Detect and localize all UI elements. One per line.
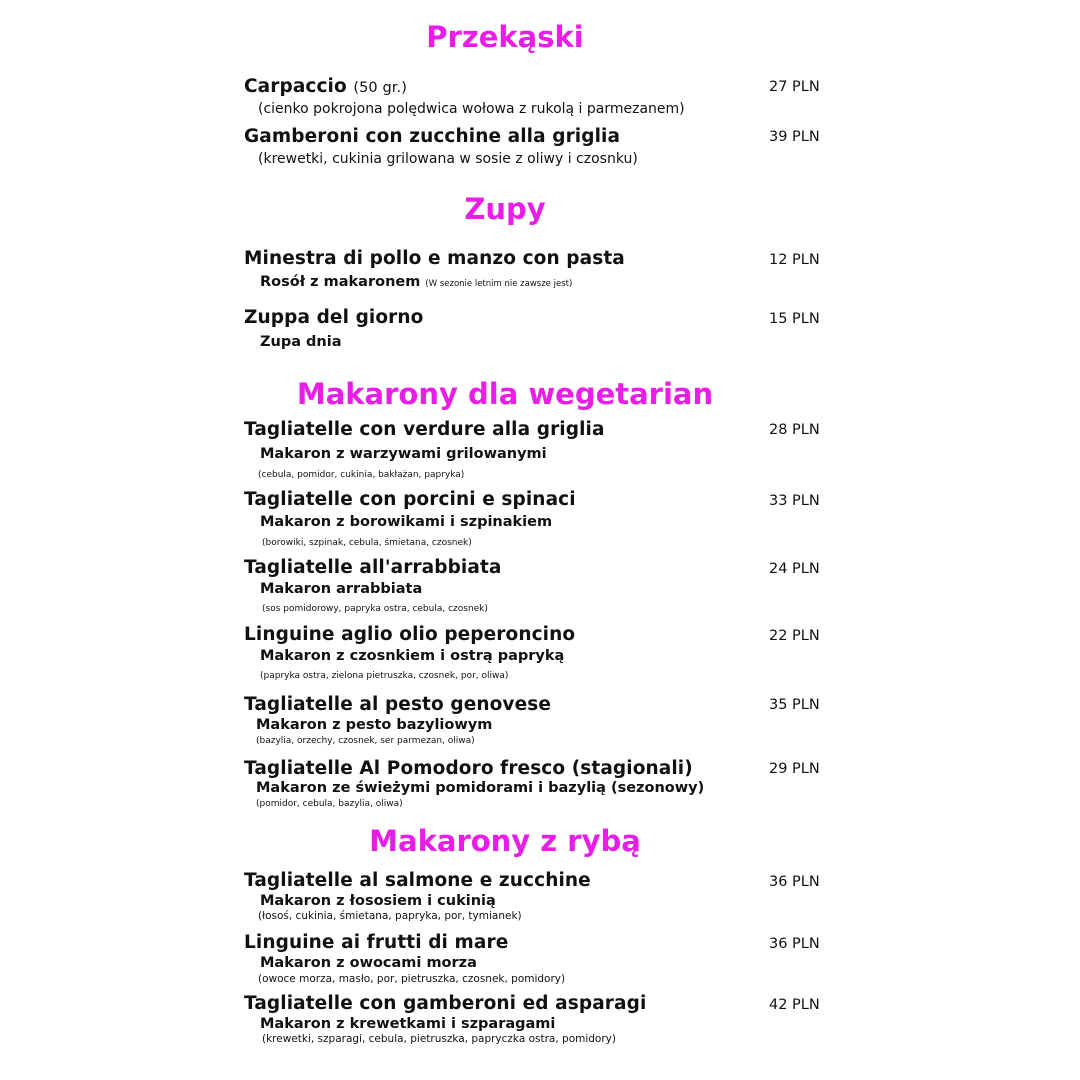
dish-price: 29 PLN xyxy=(769,761,820,777)
dish-subtitle: Rosół z makaronem (W sezonie letnim nie zawsze jest) xyxy=(260,274,573,290)
dish-description: (cienko pokrojona polędwica wołowa z rukolą i parmezanem) xyxy=(258,101,685,117)
dish-ingredients: (owoce morza, masło, por, pietruszka, czosnek, pomidory) xyxy=(258,973,566,985)
dish-price: 42 PLN xyxy=(769,997,820,1013)
dish-subtitle: Makaron z owocami morza xyxy=(260,955,477,971)
dish-name: Tagliatelle con gamberoni ed asparagi xyxy=(244,993,647,1014)
dish-ingredients: (pomidor, cebula, bazylia, oliwa) xyxy=(256,799,403,809)
dish-subtitle: Makaron z czosnkiem i ostrą papryką xyxy=(260,648,565,664)
dish-portion: (50 gr.) xyxy=(353,80,407,96)
dish-ingredients: (papryka ostra, zielona pietruszka, czosnek, por, oliwa) xyxy=(260,671,509,681)
section-title-przekaski: Przekąski xyxy=(426,20,584,54)
dish-price: 36 PLN xyxy=(769,936,820,952)
dish-subtitle: Makaron z łososiem i cukinią xyxy=(260,893,496,909)
section-title-makarony-z-ryba: Makarony z rybą xyxy=(369,824,641,858)
dish-name: Linguine aglio olio peperoncino xyxy=(244,624,576,645)
dish-price: 24 PLN xyxy=(769,561,820,577)
dish-price: 22 PLN xyxy=(769,628,820,644)
dish-price: 27 PLN xyxy=(769,79,820,95)
dish-ingredients: (borowiki, szpinak, cebula, śmietana, czosnek) xyxy=(262,538,472,548)
dish-name: Zuppa del giorno xyxy=(244,307,424,328)
dish-price: 12 PLN xyxy=(769,252,820,268)
dish-name: Tagliatelle Al Pomodoro fresco (stagionali) xyxy=(244,758,693,779)
dish-name: Tagliatelle con verdure alla griglia xyxy=(244,419,605,440)
dish-subtitle: Zupa dnia xyxy=(260,334,342,350)
dish-price: 35 PLN xyxy=(769,697,820,713)
dish-subtitle: Makaron arrabbiata xyxy=(260,581,423,597)
dish-name: Tagliatelle al pesto genovese xyxy=(244,694,551,715)
dish-note: (W sezonie letnim nie zawsze jest) xyxy=(425,279,573,289)
dish-name: Gamberoni con zucchine alla griglia xyxy=(244,126,621,147)
dish-ingredients: (cebula, pomidor, cukinia, bakłażan, papryka) xyxy=(258,470,465,480)
dish-price: 15 PLN xyxy=(769,311,820,327)
dish-name: Tagliatelle al salmone e zucchine xyxy=(244,870,591,891)
dish-subtitle: Makaron ze świeżymi pomidorami i bazylią (sezonowy) xyxy=(256,780,705,796)
dish-ingredients: (bazylia, orzechy, czosnek, ser parmezan, oliwa) xyxy=(256,736,475,746)
dish-price: 36 PLN xyxy=(769,874,820,890)
dish-ingredients: (łosoś, cukinia, śmietana, papryka, por, tymianek) xyxy=(258,910,522,922)
dish-price: 33 PLN xyxy=(769,493,820,509)
dish-subtitle: Makaron z pesto bazyliowym xyxy=(256,717,493,733)
dish-description: (krewetki, cukinia grilowana w sosie z oliwy i czosnku) xyxy=(258,151,638,167)
dish-price: 39 PLN xyxy=(769,129,820,145)
dish-ingredients: (krewetki, szparagi, cebula, pietruszka, papryczka ostra, pomidory) xyxy=(262,1033,616,1045)
dish-price: 28 PLN xyxy=(769,422,820,438)
dish-name: Linguine ai frutti di mare xyxy=(244,932,509,953)
dish-subtitle: Makaron z warzywami grilowanymi xyxy=(260,446,547,462)
dish-name: Minestra di pollo e manzo con pasta xyxy=(244,248,625,269)
dish-subtitle: Makaron z borowikami i szpinakiem xyxy=(260,514,553,530)
dish-name: Tagliatelle con porcini e spinaci xyxy=(244,489,576,510)
section-title-makarony-wegetarian: Makarony dla wegetarian xyxy=(296,377,714,411)
dish-ingredients: (sos pomidorowy, papryka ostra, cebula, czosnek) xyxy=(262,604,488,614)
dish-subtitle: Makaron z krewetkami i szparagami xyxy=(260,1016,556,1032)
dish-name: Tagliatelle all'arrabbiata xyxy=(244,557,502,578)
dish-name: Carpaccio (50 gr.) xyxy=(244,76,407,97)
section-title-zupy: Zupy xyxy=(464,192,546,226)
